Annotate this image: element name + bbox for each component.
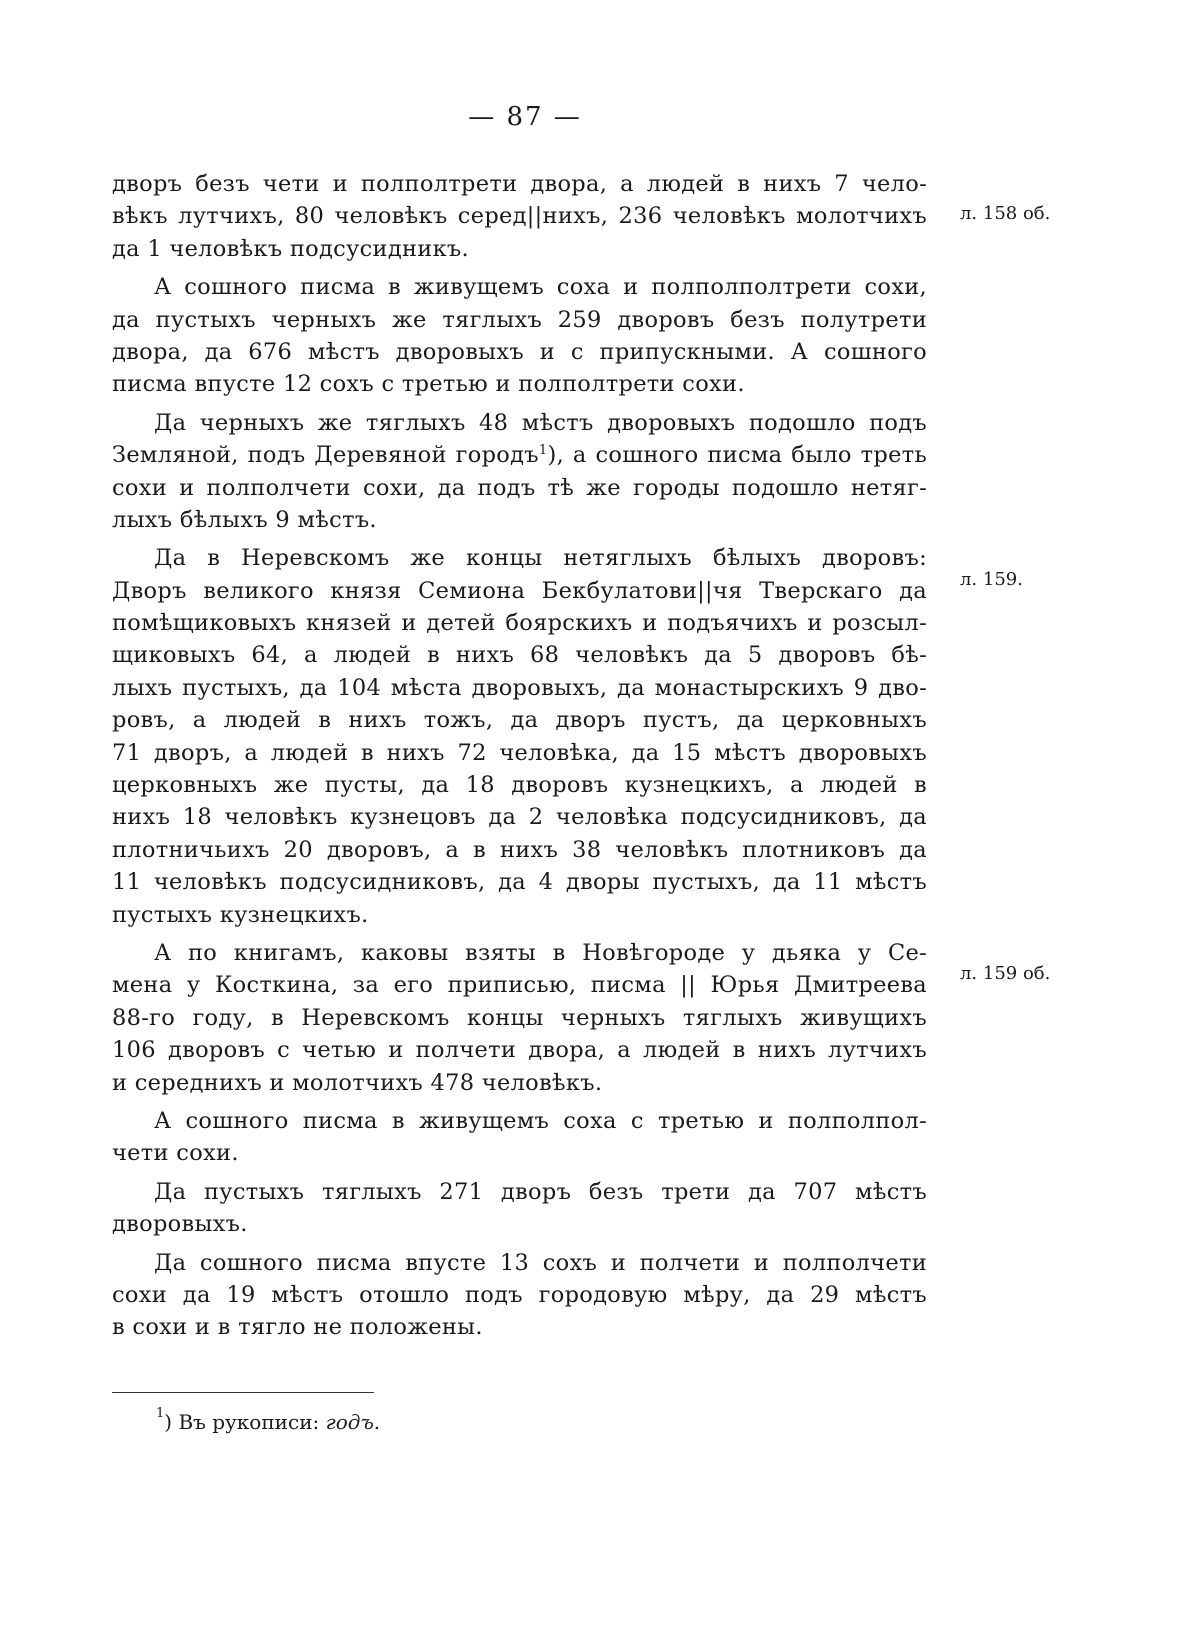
text-line: лыхъ бѣлыхъ 9 мѣстъ.: [112, 506, 377, 533]
text-line: чети сохи.: [112, 1140, 239, 1167]
footnote-text: ) Въ рукописи:: [164, 1410, 326, 1434]
footnote-italic-text: годъ.: [325, 1410, 381, 1434]
text-line: писма впусте 12 сохъ с третью и полполтрети сохи.: [112, 371, 745, 398]
text-line: А сошного писма в живущемъ соха с третью и полполпол-: [154, 1107, 927, 1134]
text-line-with-footnote: [112, 439, 927, 471]
text-line: нихъ 18 человѣкъ кузнецовъ да 2 человѣка подсусидниковъ, да: [112, 804, 927, 831]
text-line: церковныхъ же пусты, да 18 дворовъ кузнецкихъ, а людей в: [112, 772, 927, 799]
text-line: лыхъ пустыхъ, да 104 мѣста дворовыхъ, да монастырскихъ 9 дво-: [112, 674, 927, 701]
margin-note: л. 159 об.: [960, 963, 1051, 984]
text-line: дворъ безъ чети и полполтрети двора, а людей в нихъ 7 чело-: [112, 171, 927, 197]
footnote-mark: 1: [156, 1406, 165, 1421]
margin-note: л. 159.: [960, 569, 1023, 590]
text-line: Да черныхъ же тяглыхъ 48 мѣстъ дворовыхъ подошло подъ: [154, 409, 927, 436]
text-line: дворовыхъ.: [112, 1211, 248, 1238]
text-line: пустыхъ кузнецкихъ.: [112, 901, 369, 928]
text-line: Да пустыхъ тяглыхъ 271 дворъ безъ трети да 707 мѣстъ: [154, 1178, 927, 1205]
text-line: А сошного писма в живущемъ соха и полполполтрети сохи,: [154, 274, 927, 301]
text-line: сохи и полполчети сохи, да подъ тѣ же городы подошло нетяг-: [112, 474, 927, 501]
body-text: [112, 168, 927, 1344]
text-line: плотничьихъ 20 дворовъ, а в нихъ 38 человѣкъ плотниковъ да: [112, 836, 927, 863]
text-fragment: Земляной, подъ Деревяной городъ: [112, 442, 539, 469]
text-line: 11 человѣкъ подсусидниковъ, да 4 дворы пустыхъ, да 11 мѣстъ: [112, 869, 927, 896]
text-line: мена у Косткина, за его приписью, писма || Юрья Дмитреева: [112, 972, 927, 999]
text-fragment: ), а сошного писма было треть: [547, 442, 927, 469]
footnote: [156, 1406, 381, 1434]
text-line: и середнихъ и молотчихъ 478 человѣкъ.: [112, 1069, 603, 1096]
footnote-divider: [112, 1392, 374, 1393]
text-line: да 1 человѣкъ подсусидникъ.: [112, 235, 469, 262]
text-line: двора, да 676 мѣстъ дворовыхъ и с припускными. А сошного: [112, 338, 927, 365]
text-line: щиковыхъ 64, а людей в нихъ 68 человѣкъ да 5 дворовъ бѣ-: [112, 642, 927, 669]
footnote-reference: 1: [538, 443, 548, 459]
text-line: А по книгамъ, каковы взяты в Новѣгороде у дьяка у Се-: [154, 939, 927, 966]
text-line: в сохи и в тягло не положены.: [112, 1314, 483, 1341]
text-line: 88-го году, в Неревскомъ концы черныхъ тяглыхъ живущихъ: [112, 1004, 927, 1031]
text-line: помѣщиковыхъ князей и детей боярскихъ и подъячихъ и розсыл-: [112, 610, 927, 637]
page-number: — 87 —: [468, 102, 582, 132]
text-line: Дворъ великого князя Семиона Бекбулатови||чя Тверскаго да: [112, 577, 927, 604]
text-line: да пустыхъ черныхъ же тяглыхъ 259 дворовъ безъ полутрети: [112, 306, 927, 333]
margin-note: л. 158 об.: [960, 203, 1051, 224]
text-line: Да сошного писма впусте 13 сохъ и полчети и полполчети: [154, 1249, 927, 1276]
text-line: ровъ, а людей в нихъ тожъ, да дворъ пустъ, да церковныхъ: [112, 707, 927, 734]
text-line: вѣкъ лутчихъ, 80 человѣкъ серед||нихъ, 236 человѣкъ молотчихъ: [112, 203, 927, 230]
text-line: 106 дворовъ с четью и полчети двора, а людей в нихъ лутчихъ: [112, 1037, 927, 1064]
text-line: 71 дворъ, а людей в нихъ 72 человѣка, да 15 мѣстъ дворовыхъ: [112, 739, 927, 766]
text-line: сохи да 19 мѣстъ отошло подъ городовую мѣру, да 29 мѣстъ: [112, 1281, 927, 1308]
text-line: Да в Неревскомъ же концы нетяглыхъ бѣлыхъ дворовъ:: [154, 545, 927, 572]
